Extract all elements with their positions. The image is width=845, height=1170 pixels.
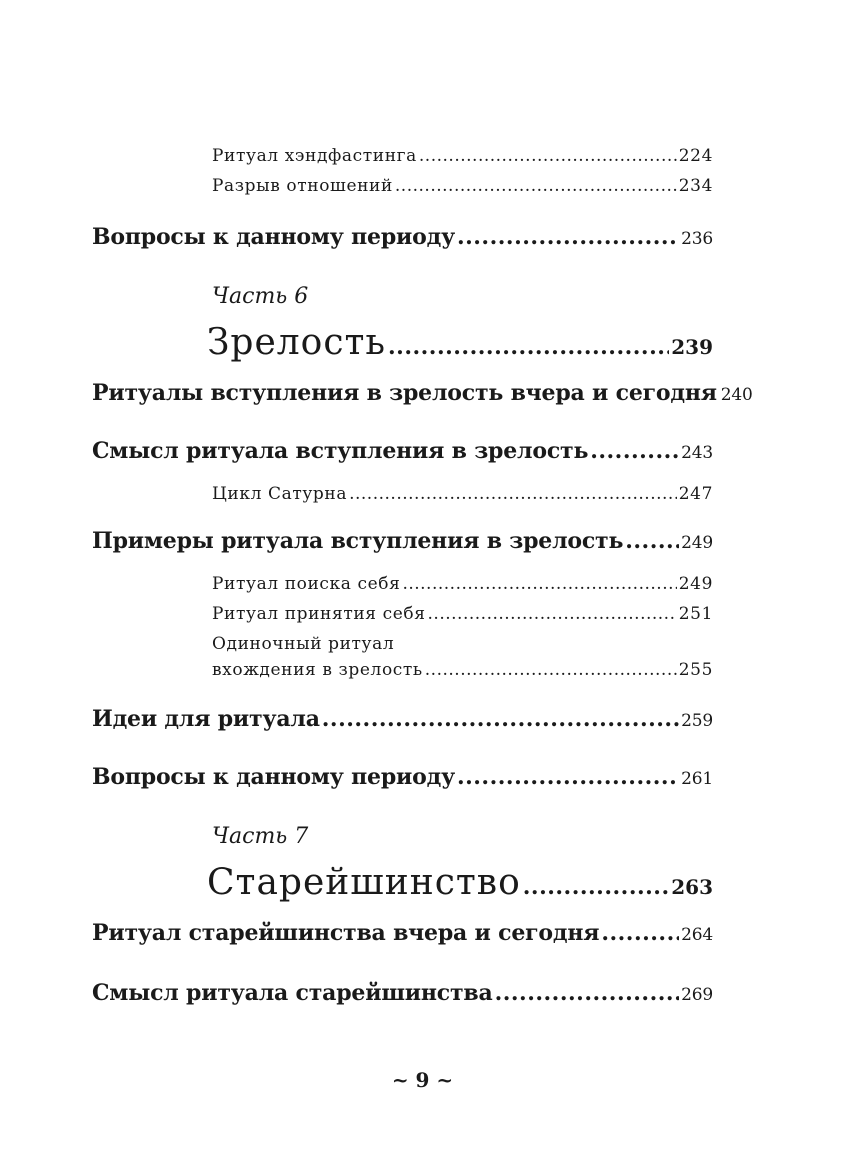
toc-section-page: 243 — [681, 443, 713, 463]
toc-entry-page: 247 — [678, 484, 713, 504]
leader-dots — [625, 528, 679, 554]
toc-entry-page: 224 — [678, 146, 713, 166]
toc-entry-page: 255 — [678, 660, 713, 680]
toc-entry-title: Цикл Сатурна — [212, 484, 348, 504]
toc-section — [92, 706, 713, 732]
toc-section-title: Смысл ритуала старейшинства — [92, 980, 493, 1006]
toc-section — [92, 528, 713, 554]
toc-section-page: 236 — [681, 229, 713, 249]
toc-section — [92, 224, 713, 250]
toc-section-title: Вопросы к данному периоду — [92, 764, 455, 790]
toc-entry — [212, 146, 713, 166]
chapter-title: Старейшинство — [207, 862, 521, 903]
chapter-title: Зрелость — [207, 322, 386, 363]
toc-entry-title: вхождения в зрелость — [212, 660, 423, 680]
toc-section-page: 261 — [681, 769, 713, 789]
toc-section-page: 249 — [681, 533, 713, 553]
toc-entry-title: Ритуал хэндфастинга — [212, 146, 417, 166]
leader-dots — [322, 706, 679, 732]
leader-dots — [388, 334, 669, 360]
chapter-page: 239 — [671, 335, 713, 359]
toc-section-title: Идеи для ритуала — [92, 706, 320, 732]
toc-entry-page: 249 — [678, 574, 713, 594]
toc-section — [92, 438, 713, 464]
toc-section-title: Ритуал старейшинства вчера и сегодня — [92, 920, 600, 946]
leader-dots — [590, 438, 679, 464]
toc-entry-page: 234 — [678, 176, 713, 196]
part-label: Часть 6 — [212, 284, 309, 309]
chapter-heading — [207, 322, 713, 363]
toc-section-title: Вопросы к данному периоду — [92, 224, 455, 250]
toc-entry-title: Одиночный ритуал — [212, 634, 395, 654]
toc-section-title: Ритуалы вступления в зрелость вчера и сегодня — [92, 380, 717, 406]
leader-dots — [349, 484, 677, 504]
chapter-heading — [207, 862, 713, 903]
leader-dots — [495, 980, 680, 1006]
toc-section-page: 264 — [681, 925, 713, 945]
leader-dots — [395, 176, 677, 196]
toc-entry-title: Ритуал принятия себя — [212, 604, 426, 624]
toc-entry — [212, 574, 713, 594]
leader-dots — [428, 604, 677, 624]
leader-dots — [457, 764, 679, 790]
toc-section — [92, 920, 713, 946]
leader-dots — [523, 874, 670, 900]
part-label: Часть 7 — [212, 824, 309, 849]
toc-section-page: 259 — [681, 711, 713, 731]
toc-section-page: 240 — [720, 385, 753, 405]
toc-section — [92, 764, 713, 790]
toc-section-page: 269 — [681, 985, 713, 1005]
toc-section — [92, 380, 753, 406]
leader-dots — [601, 920, 679, 946]
toc-entry-line — [212, 660, 713, 680]
toc-section — [92, 980, 713, 1006]
chapter-page: 263 — [671, 875, 713, 899]
page-number: ~ 9 ~ — [391, 1068, 454, 1092]
leader-dots — [425, 660, 677, 680]
toc-entry — [212, 604, 713, 624]
toc-entry-title: Ритуал поиска себя — [212, 574, 401, 594]
leader-dots — [419, 146, 677, 166]
toc-entry — [212, 484, 713, 504]
toc-section-title: Примеры ритуала вступления в зрелость — [92, 528, 624, 554]
toc-entry-page: 251 — [678, 604, 713, 624]
leader-dots — [402, 574, 676, 594]
leader-dots — [457, 224, 679, 250]
toc-entry — [212, 634, 713, 680]
toc-section-title: Смысл ритуала вступления в зрелость — [92, 438, 589, 464]
toc-entry-title: Разрыв отношений — [212, 176, 393, 196]
toc-entry — [212, 176, 713, 196]
